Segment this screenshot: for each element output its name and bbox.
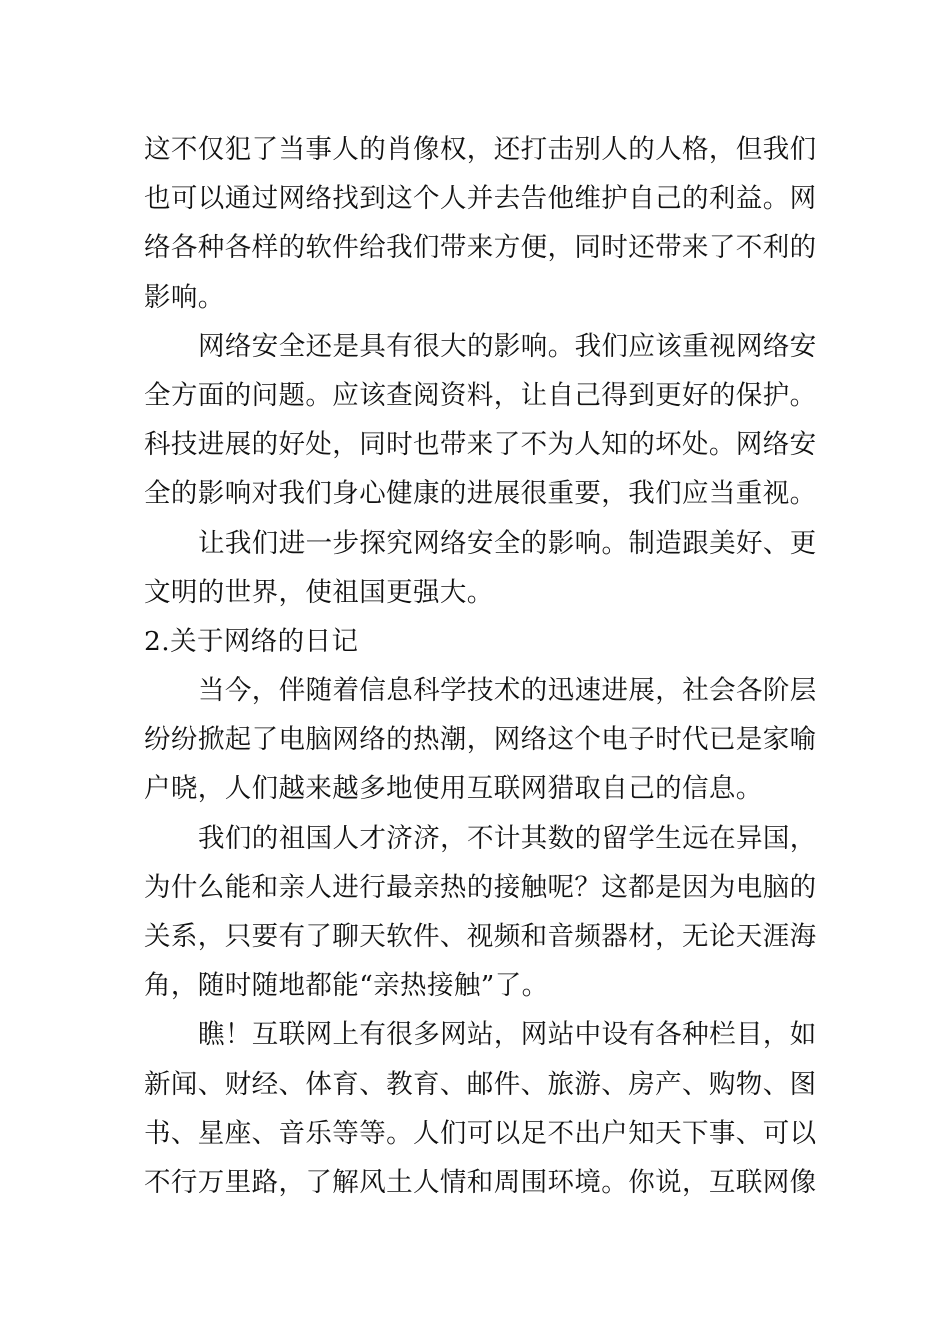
text-line: 不行万里路，了解风土人情和周围环境。你说，互联网像 [144, 1166, 817, 1198]
text-line: 关系，只要有了聊天软件、视频和音频器材，无论天涯海 [144, 921, 817, 952]
text-line: 瞧！互联网上有很多网站，网站中设有各种栏目，如 [198, 1019, 817, 1051]
text-line: 角，随时随地都能“亲热接触”了。 [144, 970, 549, 1002]
text-line: 文明的世界，使祖国更强大。 [144, 576, 494, 608]
text-line: 我们的祖国人才济济，不计其数的留学生远在异国， [198, 822, 817, 854]
text-line: 网络安全还是具有很大的影响。我们应该重视网络安 [198, 330, 817, 362]
text-line: 也可以通过网络找到这个人并去告他维护自己的利益。网 [144, 183, 817, 215]
text-line: 书、星座、音乐等等。人们可以足不出户知天下事、可以 [144, 1117, 817, 1149]
text-line: 新闻、财经、体育、教育、邮件、旅游、房产、购物、图 [144, 1068, 817, 1100]
text-line: 全方面的问题。应该查阅资料，让自己得到更好的保护。 [144, 379, 817, 411]
text-line: 为什么能和亲人进行最亲热的接触呢？这都是因为电脑的 [144, 871, 817, 903]
text-line: 当今，伴随着信息科学技术的迅速进展，社会各阶层 [198, 675, 817, 707]
text-line: 络各种各样的软件给我们带来方便，同时还带来了不利的 [144, 232, 817, 264]
document-body [144, 125, 817, 1207]
text-line: 纷纷掀起了电脑网络的热潮，网络这个电子时代已是家喻 [144, 724, 817, 756]
text-line: 科技进展的好处，同时也带来了不为人知的坏处。网络安 [144, 429, 817, 461]
text-line: 这不仅犯了当事人的肖像权，还打击别人的人格，但我们 [144, 134, 817, 165]
text-line: 影响。 [144, 281, 225, 313]
text-line: 让我们进一步探究网络安全的影响。制造跟美好、更 [198, 527, 817, 559]
text-line: 户晓，人们越来越多地使用互联网猎取自己的信息。 [144, 773, 763, 805]
text-line: 全的影响对我们身心健康的进展很重要，我们应当重视。 [144, 478, 817, 510]
text-line: 2.关于网络的日记 [144, 625, 359, 657]
